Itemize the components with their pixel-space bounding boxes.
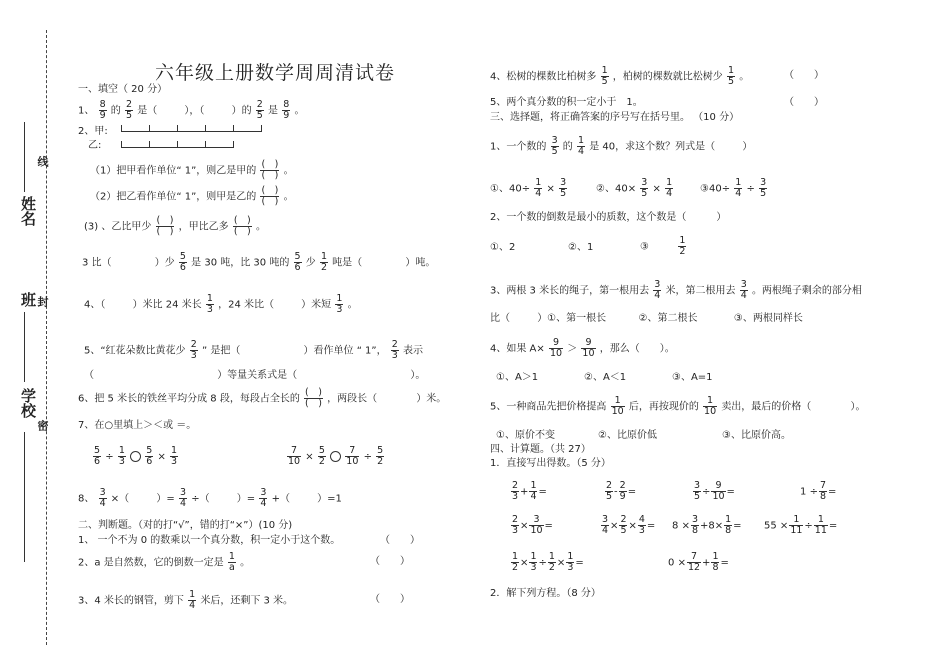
s3-q5: 5、一种商品先把价格提高 $\frac{1}{10}$ 后，再按现价的 $\frac{1}{10}$ 卖出，最后的价格（ ）。 [490, 395, 866, 417]
s3-q4-opt2[interactable]: ②、A＜1 [584, 372, 627, 383]
tick [177, 125, 178, 131]
compare-circle[interactable] [130, 451, 141, 462]
s2-q2-answer[interactable]: （ ） [370, 556, 410, 567]
s2-q4-answer[interactable]: （ ） [784, 70, 824, 81]
s3-q2: 2、一个数的倒数是最小的质数，这个数是（ ） [490, 212, 727, 223]
s2-q5-answer[interactable]: （ ） [784, 97, 824, 108]
tick [205, 125, 206, 131]
s1-q5: 5、“红花朵数比黄花少 $\frac{2}{3}$ ” 是把（ ）看作单位 “ 1”， $\frac{2}{3}$ 表示 [84, 339, 424, 361]
s1-q8: 8、 $\frac{3}{4}$ ×（ ）= $\frac{3}{4}$ ÷（ ）= $\frac{3}{4}$ +（ ）=1 [78, 487, 342, 509]
tick [233, 141, 234, 147]
calc-item: $\frac{2}{3}$ + $\frac{1}{4}$ = [512, 480, 547, 502]
class-label: 班 [19, 292, 37, 307]
s1-q5-line2: （ ）等量关系式是（ ）。 [84, 370, 426, 381]
tick [149, 141, 150, 147]
s3-q5-opt3[interactable]: ③、比原价高。 [722, 430, 791, 441]
calc-item: $\frac{3}{4}$ × $\frac{2}{5}$ × $\frac{4}{3}$ = [602, 514, 656, 536]
s3-q1: 1、一个数的 $\frac{3}{5}$ 的 $\frac{1}{4}$ 是 40，求这个数？列式是（ ） [490, 135, 753, 157]
s3-q2-opt2[interactable]: ②、1 [568, 242, 594, 253]
s4-q1: 1．直接写出得数。（5 分） [490, 458, 611, 469]
s2-q3-answer[interactable]: （ ） [370, 594, 410, 605]
seal-dashed-line [46, 30, 47, 645]
s3-q5-opt1[interactable]: ①、原价不变 [496, 430, 555, 441]
calc-item: $\frac{3}{5}$ ÷ $\frac{9}{10}$ = [694, 480, 735, 502]
tick [233, 125, 234, 131]
calc-item: 8 × $\frac{3}{8}$ +8× $\frac{1}{8}$ = [672, 514, 742, 536]
calc-item: $\frac{1}{2}$ × $\frac{1}{3}$ ÷ $\frac{1}{2}$ × $\frac{1}{3}$ = [512, 551, 584, 573]
s3-q3: 3、两根 3 米长的绳子，第一根用去 $\frac{3}{4}$ 米，第二根用去 $\frac{3}{4}$ 。两根绳子剩余的部分相 [490, 279, 862, 301]
name-label: 姓名 [19, 196, 37, 226]
tick [121, 125, 122, 131]
s2-q1: 1、 一个不为 0 的数乘以一个真分数，积一定小于这个数。 [78, 535, 341, 546]
s2-q3: 3、4 米长的钢管，剪下 $\frac{1}{4}$ 米后，还剩下 3 米。 [78, 589, 294, 611]
section4-header: 四、计算题。（共 27） [490, 444, 591, 455]
xian-char: 线 [36, 156, 49, 167]
s3-q5-opt2[interactable]: ②、比原价低 [598, 430, 657, 441]
section1-header: 一、填空（ 20 分） [78, 84, 168, 95]
s2-q4: 4、松树的棵数比柏树多 $\frac{1}{5}$ ，柏树的棵数就比松树少 $\frac{1}{5}$ 。 [490, 65, 750, 87]
s2-q2: 2、a 是自然数，它的倒数一定是 $\frac{1}{a}$ 。 [78, 551, 251, 573]
calc-item: 0 × $\frac{7}{12}$ + $\frac{1}{8}$ = [668, 551, 729, 573]
s1-q2-2: （2）把乙看作单位“ 1”，则甲是乙的 $\frac{( )}{( )}$ 。 [90, 185, 294, 207]
s1-q2-jia: 2、甲: [78, 126, 108, 137]
s3-q1-opt2[interactable]: ②、40× $\frac{3}{5}$ × $\frac{1}{4}$ [596, 177, 673, 199]
calc-item: 1 ÷ $\frac{7}{8}$ = [800, 480, 837, 502]
calc-item: $\frac{2}{5}$ - $\frac{2}{9}$ = [606, 480, 637, 502]
school-blank [24, 432, 25, 562]
calc-item: $\frac{2}{3}$ × $\frac{3}{10}$ = [512, 514, 553, 536]
s1-q1: 1、 $\frac{8}{9}$ 的 $\frac{2}{5}$ 是（ ），（ ）的 $\frac{2}{5}$ 是 $\frac{8}{9}$ 。 [78, 99, 305, 121]
tick [121, 141, 122, 147]
s3-q4: 4、如果 A× $\frac{9}{10}$ ＞ $\frac{9}{10}$ ，那么（ ）。 [490, 337, 675, 359]
tick [261, 125, 262, 131]
s3-q1-opt3[interactable]: ③40÷ $\frac{1}{4}$ ÷ $\frac{3}{5}$ [700, 177, 767, 199]
yi-segment [121, 147, 234, 148]
s3-q3-line2: 比（ ）①、第一根长 ②、第二根长 ③、两根同样长 [490, 313, 803, 324]
s1-q2-3: (3) 、乙比甲少 $\frac{( )}{( )}$ ，甲比乙多 $\frac{( )}{( )}$ 。 [84, 215, 266, 237]
s3-q1-opt1[interactable]: ①、40÷ $\frac{1}{4}$ × $\frac{3}{5}$ [490, 177, 567, 199]
section3-header: 三、选择题，将正确答案的序号写在括号里。 （10 分） [490, 112, 740, 123]
s4-q2: 2．解下列方程。（8 分） [490, 588, 601, 599]
calc-item: 55 × $\frac{1}{11}$ ÷ $\frac{1}{11}$ = [764, 514, 838, 536]
jia-segment [121, 131, 262, 132]
name-blank [24, 122, 25, 192]
school-label: 学校 [19, 388, 37, 418]
s1-q6: 6、把 5 米长的铁丝平均分成 8 段，每段占全长的 $\frac{( )}{( )}$ ，两段长（ ）米。 [78, 387, 447, 409]
s2-q5: 5、两个真分数的积一定小于 1。 [490, 97, 643, 108]
s1-q2-yi: 乙: [88, 140, 102, 151]
s1-q7: 7、在○里填上＞＜或 ＝。 [78, 420, 197, 431]
s1-q4: 4、（ ）米比 24 米长 $\frac{1}{3}$ ，24 米比（ ）米短 $\frac{1}{3}$ 。 [84, 293, 358, 315]
s1-q3: 3 比（ ）少 $\frac{5}{6}$ 是 30 吨，比 30 吨的 $\frac{5}{6}$ 少 $\frac{1}{2}$ 吨是（ ）吨。 [82, 251, 436, 273]
s1-q7-compare1: $\frac{5}{6}$ ÷ $\frac{1}{3}$ $\frac{5}{6}$ × $\frac{1}{3}$ [94, 445, 178, 467]
mi-char: 密 [36, 420, 49, 431]
page-title: 六年级上册数学周周清试卷 [155, 62, 396, 84]
section2-header: 二、判断题。（对的打“√”，错的打“×”）(10 分) [78, 520, 293, 531]
seal-margin [0, 0, 60, 671]
tick [177, 141, 178, 147]
s3-q4-opt1[interactable]: ①、A＞1 [496, 372, 539, 383]
tick [149, 125, 150, 131]
s1-q7-compare2: $\frac{7}{10}$ × $\frac{5}{2}$ $\frac{7}{10}$ ÷ $\frac{5}{2}$ [288, 445, 384, 467]
s1-q2-1: （1）把甲看作单位“ 1”，则乙是甲的 $\frac{( )}{( )}$ 。 [90, 159, 294, 181]
s3-q4-opt3[interactable]: ③、A=1 [672, 372, 713, 383]
tick [205, 141, 206, 147]
s3-q2-opt3[interactable]: ③ $\frac{1}{2}$ [640, 235, 686, 257]
s2-q1-answer[interactable]: （ ） [380, 535, 420, 546]
class-blank [24, 312, 25, 382]
compare-circle[interactable] [330, 451, 341, 462]
s3-q2-opt1[interactable]: ①、2 [490, 242, 516, 253]
feng-char: 封 [36, 296, 49, 307]
